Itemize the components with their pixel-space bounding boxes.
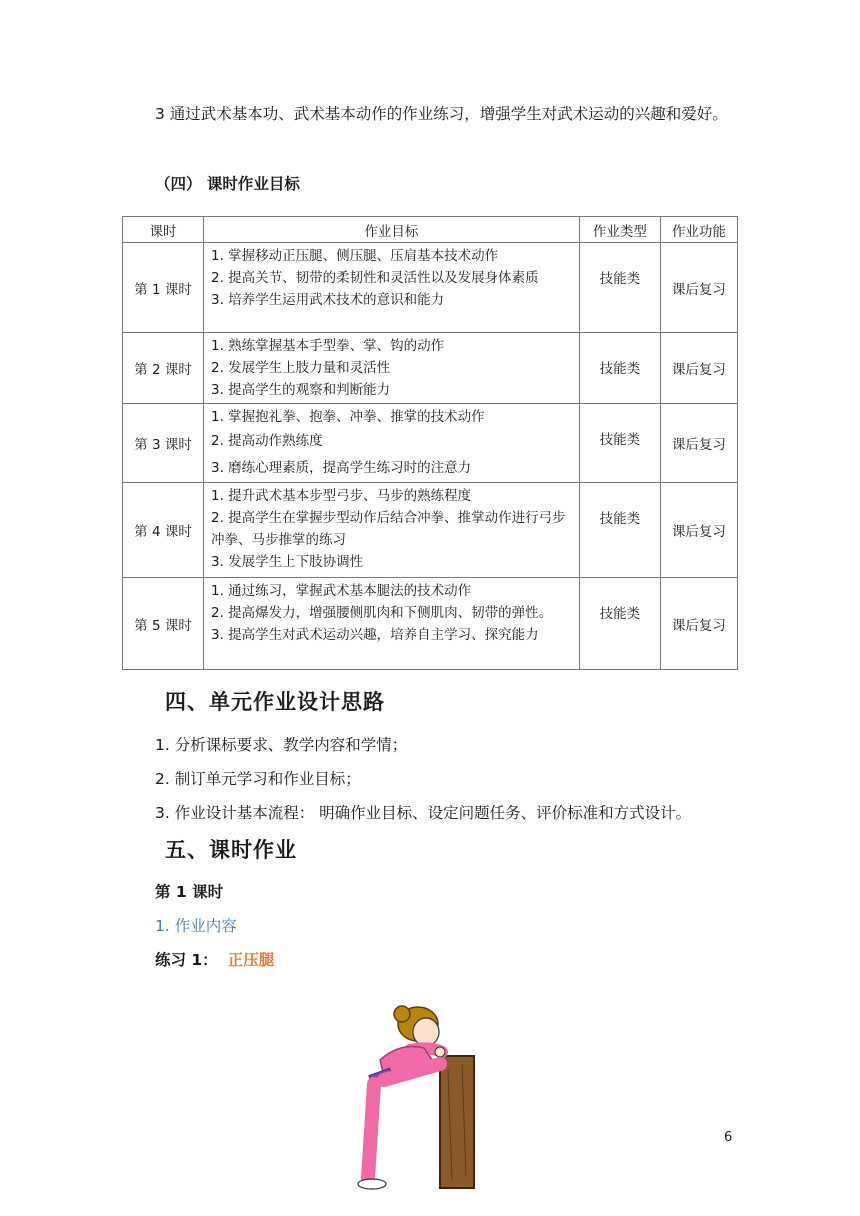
goal-item: 2. 提高动作熟练度 — [210, 433, 323, 449]
goal-item: 2. 提高学生在掌握步型动作后结合冲拳、推掌动作进行弓步冲拳、马步推掌的练习 — [210, 510, 566, 548]
table-row — [123, 333, 738, 404]
intro-paragraph: 3 通过武术基本功、武术基本动作的作业练习，增强学生对武术运动的兴趣和爱好。 — [155, 105, 728, 123]
table-header-row — [123, 217, 738, 243]
goal-item: 3. 磨练心理素质，提高学生练习时的注意力 — [210, 460, 472, 476]
function-cell: 课后复习 — [660, 578, 737, 670]
goal-item: 1. 掌握抱礼拳、抱拳、冲拳、推掌的技术动作 — [210, 409, 485, 425]
header-goal: 作业目标 — [203, 217, 579, 243]
lesson-cell: 第 1 课时 — [123, 243, 204, 333]
function-cell: 课后复习 — [660, 404, 737, 483]
goal-item: 1. 掌握移动正压腿、侧压腿、压肩基本技术动作 — [210, 248, 499, 264]
lesson-cell: 第 5 课时 — [123, 578, 204, 670]
goal-item: 1. 提升武术基本步型弓步、马步的熟练程度 — [210, 488, 472, 504]
goal-cell — [203, 578, 579, 670]
exercise-name: 正压腿 — [227, 951, 275, 969]
header-lesson: 课时 — [123, 217, 204, 243]
goal-cell — [203, 333, 579, 404]
type-cell: 技能类 — [579, 483, 660, 578]
list-item: 3. 作业设计基本流程： 明确作业目标、设定问题任务、评价标准和方式设计。 — [155, 804, 692, 822]
goal-item: 2. 发展学生上肢力量和灵活性 — [210, 360, 391, 376]
section-title-lesson-homework: 五、课时作业 — [165, 838, 297, 862]
exercise-line — [155, 948, 274, 970]
function-cell: 课后复习 — [660, 243, 737, 333]
goal-item: 3. 发展学生上下肢协调性 — [210, 554, 364, 570]
page-number: 6 — [724, 1130, 733, 1145]
goal-cell — [203, 483, 579, 578]
lesson-cell: 第 2 课时 — [123, 333, 204, 404]
goal-item: 3. 提高学生的观察和判断能力 — [210, 382, 391, 398]
table-row — [123, 578, 738, 670]
type-cell: 技能类 — [579, 404, 660, 483]
function-cell: 课后复习 — [660, 483, 737, 578]
section-title-design-approach: 四、单元作业设计思路 — [165, 690, 385, 714]
lesson-cell: 第 4 课时 — [123, 483, 204, 578]
goal-item: 2. 提高爆发力，增强腰侧肌肉和下侧肌肉、韧带的弹性。 — [210, 605, 553, 621]
content-heading: 1. 作业内容 — [155, 917, 237, 935]
list-item: 2. 制订单元学习和作业目标； — [155, 770, 361, 788]
type-cell: 技能类 — [579, 243, 660, 333]
goal-cell — [203, 404, 579, 483]
goal-item: 2. 提高关节、韧带的柔韧性和灵活性以及发展身体素质 — [210, 270, 539, 286]
table-row — [123, 243, 738, 333]
function-cell: 课后复习 — [660, 333, 737, 404]
goal-cell — [203, 243, 579, 333]
subsection-title: （四） 课时作业目标 — [155, 175, 300, 193]
goal-item: 1. 通过练习，掌握武术基本腿法的技术动作 — [210, 583, 472, 599]
header-type: 作业类型 — [579, 217, 660, 243]
goal-item: 3. 培养学生运用武术技术的意识和能力 — [210, 292, 445, 308]
type-cell: 技能类 — [579, 333, 660, 404]
exercise-label: 练习 1： — [155, 951, 218, 969]
header-function: 作业功能 — [660, 217, 737, 243]
goal-item: 1. 熟练掌握基本手型拳、掌、钩的动作 — [210, 338, 445, 354]
lesson-goals-table — [122, 216, 738, 670]
type-cell: 技能类 — [579, 578, 660, 670]
girl-leg-stretch-icon — [340, 1000, 480, 1194]
lesson-cell: 第 3 课时 — [123, 404, 204, 483]
list-item: 1. 分析课标要求、教学内容和学情； — [155, 736, 408, 754]
table-row — [123, 483, 738, 578]
lesson-heading: 第 1 课时 — [155, 883, 224, 901]
table-row — [123, 404, 738, 483]
goal-item: 3. 提高学生对武术运动兴趣，培养自主学习、探究能力 — [210, 627, 539, 643]
